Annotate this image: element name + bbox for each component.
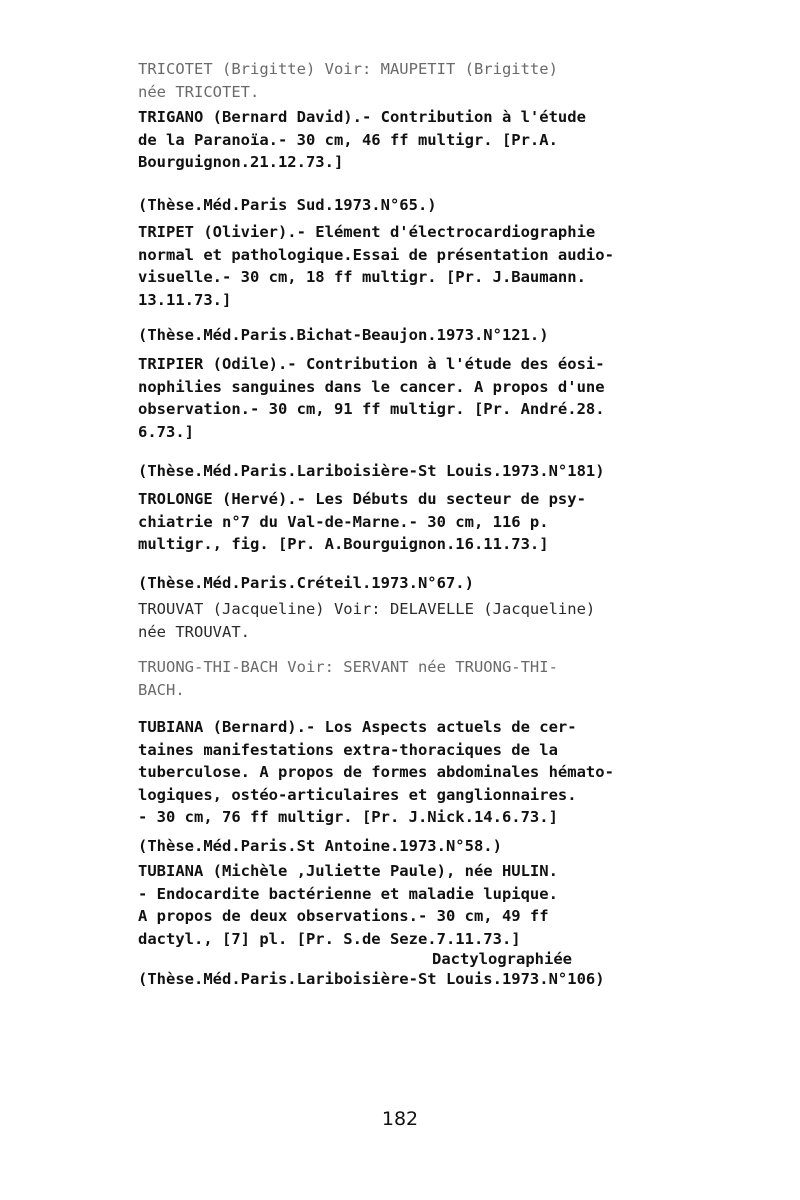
entry-truong-thi-bach: TRUONG-THI-BACH Voir: SERVANT née TRUONG-THI- BACH. [138, 658, 558, 699]
entry-trigano: TRIGANO (Bernard David).- Contribution à l'étude de la Paranoïa.- 30 cm, 46 ff multigr. [Pr.A. Bourguignon.21.12.73.] [138, 108, 586, 171]
entry-tubiana-bernard: TUBIANA (Bernard).- Los Aspects actuels de cer- taines manifestations extra-thoraciques de la tuberculose. A propos de formes abdominales hémato- logiques, ostéo-articulaires et ganglionnaires. - 30 cm, 76 ff multigr. [Pr. J.Nick.14.6.73.] [138, 718, 614, 826]
page-number: 182 [381, 1108, 419, 1130]
entry-tripet: TRIPET (Olivier).- Elément d'électrocardiographie normal et pathologique.Essai de présentation audio- visuelle.- 30 cm, 18 ff multigr. [Pr. J.Baumann. 13.11.73.] [138, 223, 614, 309]
entry-tubiana-michele: TUBIANA (Michèle ,Juliette Paule), née HULIN. - Endocardite bactérienne et maladie lupique. A propos de deux observations.- 30 cm, 49 ff dactyl., [7] pl. [Pr. S.de Seze.7.11.73.] [138, 862, 558, 948]
entry-tripier: TRIPIER (Odile).- Contribution à l'étude des éosi- nophilies sanguines dans le cancer. A propos d'une observation.- 30 cm, 91 ff multigr. [Pr. André.28. 6.73.] [138, 355, 605, 441]
these-tubiana-michele: (Thèse.Méd.Paris.Lariboisière-St Louis.1973.N°106) [138, 970, 605, 988]
entry-trolonge: TROLONGE (Hervé).- Les Débuts du secteur de psy- chiatrie n°7 du Val-de-Marne.- 30 cm, 116 p. multigr., fig. [Pr. A.Bourguignon.16.11.73.] [138, 490, 586, 553]
typewritten-stamp: Dactylographiée [432, 950, 572, 968]
these-tripet: (Thèse.Méd.Paris.Bichat-Beaujon.1973.N°121.) [138, 326, 549, 344]
these-tubiana-bernard: (Thèse.Méd.Paris.St Antoine.1973.N°58.) [138, 837, 502, 855]
these-trolonge: (Thèse.Méd.Paris.Créteil.1973.N°67.) [138, 574, 474, 592]
entry-trouvat: TROUVAT (Jacqueline) Voir: DELAVELLE (Jacqueline) née TROUVAT. [138, 600, 596, 641]
bleed-through-area [140, 1000, 660, 1110]
these-tripier: (Thèse.Méd.Paris.Lariboisière-St Louis.1973.N°181) [138, 462, 605, 480]
these-trigano: (Thèse.Méd.Paris Sud.1973.N°65.) [138, 196, 437, 214]
entry-tricotet: TRICOTET (Brigitte) Voir: MAUPETIT (Brigitte) née TRICOTET. [138, 60, 558, 101]
